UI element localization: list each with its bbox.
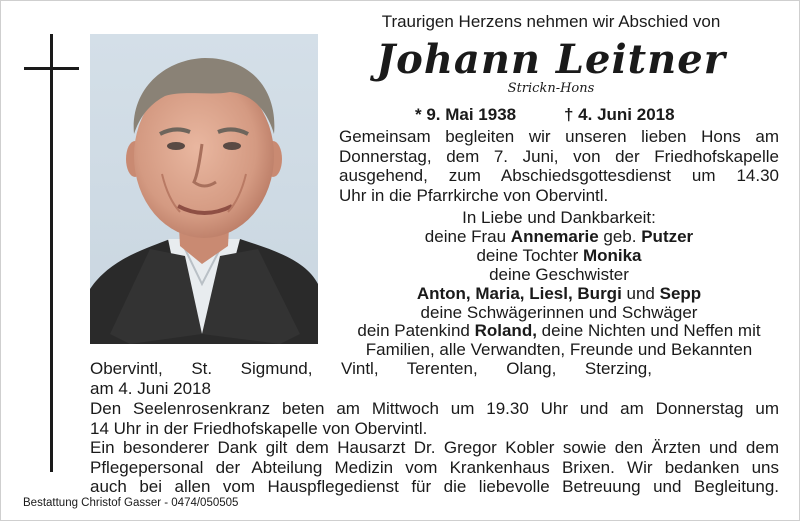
rosary-line: Den Seelenrosenkranz beten am Mittwoch um 19.30 Uhr und am Donnerstag um	[90, 399, 779, 418]
rosary-line: 14 Uhr in der Friedhofskapelle von Obervintl.	[90, 418, 428, 438]
mourner-siblings	[339, 284, 779, 304]
mourner-mid: geb.	[598, 227, 642, 246]
mourner-name: Roland,	[474, 321, 537, 340]
places-line: Obervintl, St. Sigmund, Vintl, Terenten, Olang, Sterzing,	[90, 359, 652, 378]
thanks-paragraph	[90, 438, 779, 497]
mourner-wife	[339, 227, 779, 247]
mourner-daughter	[339, 246, 779, 266]
intro-paragraph	[339, 127, 779, 205]
thanks-line: auch bei allen vom Hauspflegedienst für die liebevolle Betreuung und Begleitung.	[90, 477, 779, 496]
mourner-conjunction: und	[621, 284, 660, 303]
siblings-label: deine Geschwister	[489, 265, 629, 284]
birth-date: * 9. Mai 1938	[415, 105, 517, 124]
mourner-name: Sepp	[659, 284, 702, 303]
mourner-godchild	[339, 321, 779, 341]
places-block	[90, 359, 652, 398]
mourner-suffix: deine Nichten und Neffen mit	[536, 321, 761, 340]
intro-line: Gemeinsam begleiten wir unseren lieben Hons am	[339, 127, 779, 146]
mourner-prefix: dein Patenkind	[357, 321, 475, 340]
thanks-line: Pflegepersonal der Abteilung Medizin vom Krankenhaus Brixen. Wir bedanken uns	[90, 457, 779, 477]
portrait-photo	[90, 34, 318, 344]
mourner-name: Annemarie	[510, 227, 599, 246]
thanks-line: Ein besonderer Dank gilt dem Hausarzt Dr. Gregor Kobler sowie den Ärzten und dem	[90, 438, 779, 457]
intro-line: Uhr in die Pfarrkirche von Obervintl.	[339, 185, 609, 205]
mourner-relatives: Familien, alle Verwandten, Freunde und Bekannten	[365, 340, 753, 359]
funeral-home-footer: Bestattung Christof Gasser - 0474/050505	[23, 497, 239, 509]
place-date: am 4. Juni 2018	[90, 378, 211, 398]
intro-line: Donnerstag, dem 7. Juni, von der Friedhofskapelle	[339, 146, 779, 166]
mourner-inlaws: deine Schwägerinnen und Schwäger	[420, 303, 698, 322]
intro-line: ausgehend, zum Abschiedsgottesdienst um 14.30	[339, 166, 779, 185]
mourner-maiden-name: Putzer	[641, 227, 694, 246]
cross-icon	[50, 34, 53, 472]
mourners-heading: In Liebe und Dankbarkeit:	[462, 208, 656, 227]
death-date: † 4. Juni 2018	[564, 105, 675, 124]
mourner-prefix: deine Tochter	[476, 246, 583, 265]
deceased-name: Johann Leitner	[376, 36, 726, 83]
header-text: Traurigen Herzens nehmen wir Abschied von	[381, 12, 721, 31]
deceased-nickname: Strickn-Hons	[507, 81, 595, 96]
mourner-prefix: deine Frau	[424, 227, 511, 246]
mourner-name: Monika	[582, 246, 642, 265]
mourner-name: Anton, Maria, Liesl, Burgi	[416, 284, 622, 303]
cross-icon-bar	[24, 67, 79, 70]
rosary-paragraph	[90, 399, 779, 438]
